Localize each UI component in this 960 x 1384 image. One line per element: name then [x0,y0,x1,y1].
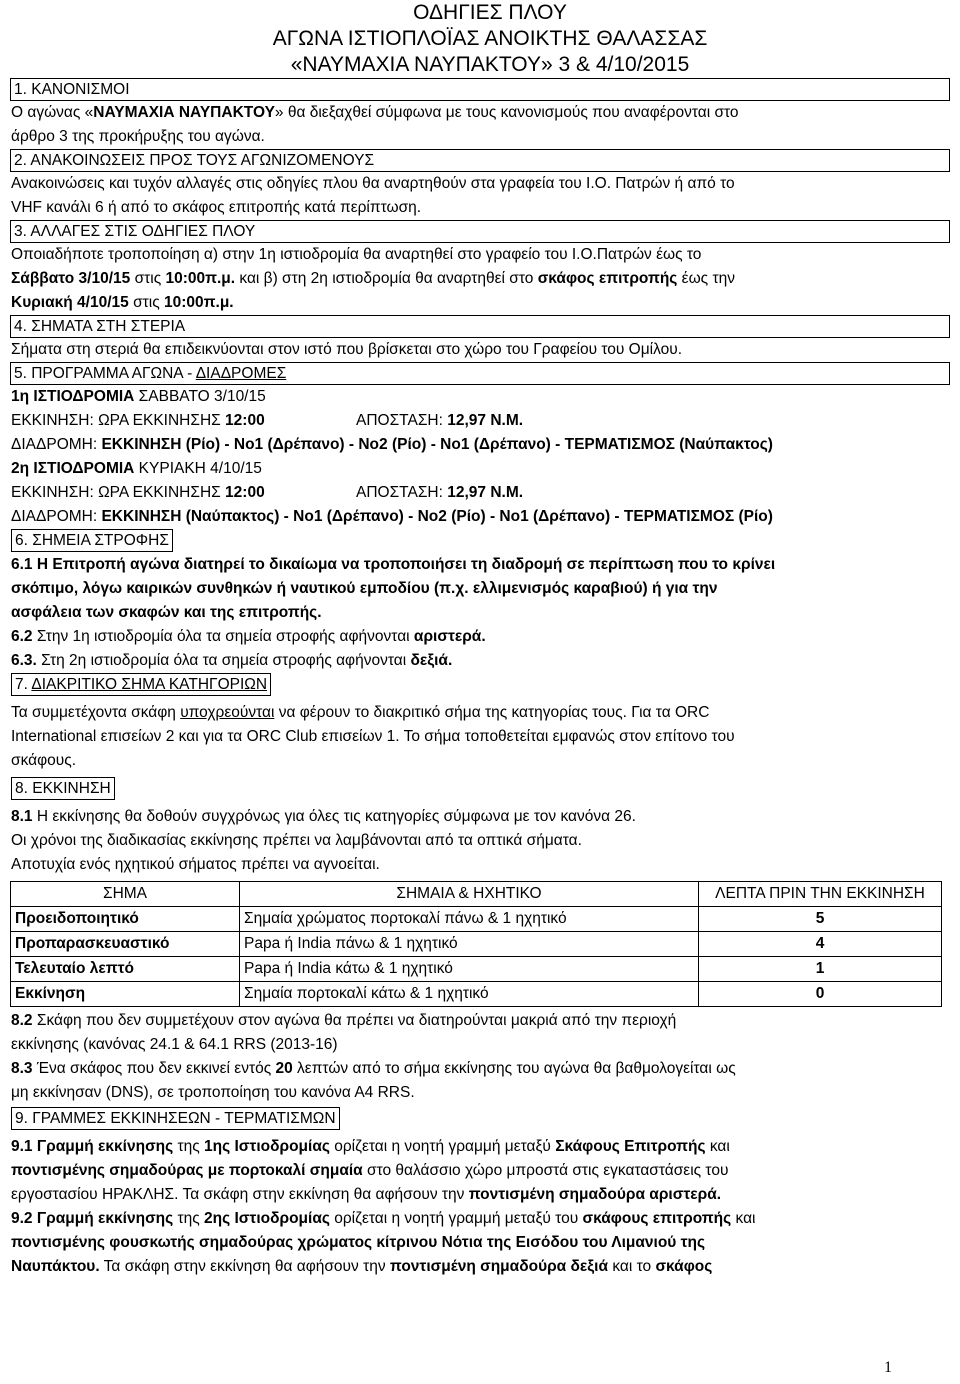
section-1-heading: 1. ΚΑΝΟΝΙΣΜΟΙ [10,78,950,101]
section-6-heading: 6. ΣΗΜΕΙΑ ΣΤΡΟΦΗΣ [11,529,173,552]
start-signals-table [10,881,942,1007]
document-title [0,0,960,78]
section-7-text-line: International επισείων 2 και για τα ORC Club επισείων 1. Το σήμα τοποθετείται εμφανώς στον επίτονο του [11,728,735,745]
table-row [11,932,942,957]
table-cell: Σημαία χρώματος πορτοκαλί πάνω & 1 ηχητικό [240,907,699,932]
section-7-text-line: Τα συμμετέχοντα σκάφη υποχρεούνται να φέρουν το διακριτικό σήμα της κατηγορίας τους. Για τα ORC [11,704,710,721]
table-cell: Προπαρασκευαστικό [11,932,240,957]
section-8-text-line: εκκίνησης (κανόνας 24.1 & 64.1 RRS (2013-16) [11,1036,338,1053]
section-9-text-line: ποντισμένης σημαδούρας με πορτοκαλί σημαία στο θαλάσσιο χώρο μπροστά στις εγκαταστάσεις του [11,1162,729,1179]
section-7-text-line: σκάφους. [11,752,77,769]
section-9-text-line: εργοστασίου ΗΡΑΚΛΗΣ. Τα σκάφη στην εκκίνηση θα αφήσουν την ποντισμένη σημαδούρα αριστερά. [11,1186,722,1203]
table-cell: 5 [699,907,942,932]
section-6-2-line: 6.2 Στην 1η ιστιοδρομία όλα τα σημεία στροφής αφήνονται αριστερά. [11,628,486,645]
section-9-text-line: Ναυπάκτου. Τα σκάφη στην εκκίνηση θα αφήσουν την ποντισμένη σημαδούρα δεξιά και το σκάφος [11,1258,713,1275]
table-cell: 1 [699,957,942,982]
section-5-heading: 5. ΠΡΟΓΡΑΜΜΑ ΑΓΩΝΑ - ΔΙΑΔΡΟΜΕΣ [10,362,950,385]
title-line-2: ΑΓΩΝΑ ΙΣΤΙΟΠΛΟΪΑΣ ΑΝΟΙΚΤΗΣ ΘΑΛΑΣΣΑΣ [272,27,708,50]
table-row [11,957,942,982]
section-6-text-line: σκόπιμο, λόγω καιρικών συνθηκών ή ναυτικού εμποδίου (π.χ. ελλιμενισμός καραβιού) ή για την [11,580,718,597]
section-2-text-line: VHF κανάλι 6 ή από το σκάφος επιτροπής κατά περίπτωση. [11,199,422,216]
section-8-text-line: Αποτυχία ενός ηχητικού σήματος πρέπει να αγνοείται. [11,856,380,873]
section-6-text-line: ασφάλεια των σκαφών και της επιτροπής. [11,604,322,621]
table-cell: 4 [699,932,942,957]
table-cell: Papa ή India κάτω & 1 ηχητικό [240,957,699,982]
race-2-start-line: ΕΚΚΙΝΗΣΗ: ΩΡΑ ΕΚΚΙΝΗΣΗΣ 12:00 ΑΠΟΣΤΑΣΗ: 12,97 Ν.Μ. [11,484,524,501]
section-6-text-line: 6.1 Η Επιτροπή αγώνα διατηρεί το δικαίωμα να τροποποιήσει τη διαδρομή σε περίπτωση που το κρίνει [11,556,776,573]
section-4-heading: 4. ΣΗΜΑΤΑ ΣΤΗ ΣΤΕΡΙΑ [10,315,950,338]
section-3-text-line: Κυριακή 4/10/15 στις 10:00π.μ. [11,294,234,311]
table-cell: 0 [699,982,942,1007]
section-1-text-line: άρθρο 3 της προκήρυξης του αγώνα. [11,128,265,145]
table-cell: Προειδοποιητικό [11,907,240,932]
section-8-text-line: Οι χρόνοι της διαδικασίας εκκίνησης πρέπει να λαμβάνονται από τα οπτικά σήματα. [11,832,582,849]
page-number: 1 [884,1359,892,1376]
section-3-text-line: Οποιαδήποτε τροποποίηση α) στην 1η ιστιοδρομία θα αναρτηθεί στο γραφείο του Ι.Ο.Πατρών έως το [11,246,702,263]
section-2-heading: 2. ΑΝΑΚΟΙΝΩΣΕΙΣ ΠΡΟΣ ΤΟΥΣ ΑΓΩΝΙΖΟΜΕΝΟΥΣ [10,149,950,172]
table-cell: Εκκίνηση [11,982,240,1007]
table-cell: Papa ή India πάνω & 1 ηχητικό [240,932,699,957]
section-8-2-line: 8.2 Σκάφη που δεν συμμετέχουν στον αγώνα θα πρέπει να διατηρούνται μακριά από την περιοχή [11,1012,677,1029]
section-9-2-line: 9.2 Γραμμή εκκίνησης της 2ης Ιστιοδρομίας ορίζεται η νοητή γραμμή μεταξύ του σκάφους επιτροπής και [11,1210,756,1227]
section-8-1-line: 8.1 Η εκκίνησης θα δοθούν συγχρόνως για όλες τις κατηγορίες σύμφωνα με τον κανόνα 26. [11,808,636,825]
table-header: ΛΕΠΤΑ ΠΡΙΝ ΤΗΝ ΕΚΚΙΝΗΣΗ [699,882,942,907]
title-line-3: «ΝΑΥΜΑΧΙΑ ΝΑΥΠΑΚΤΟΥ» 3 & 4/10/2015 [290,53,690,76]
table-header-row [11,882,942,907]
race-2-title: 2η ΙΣΤΙΟΔΡΟΜΙΑ ΚΥΡΙΑΚΗ 4/10/15 [11,460,262,477]
section-8-3-line: 8.3 Ένα σκάφος που δεν εκκινεί εντός 20 λεπτών από το σήμα εκκίνησης του αγώνα θα βαθμολογείται ως [11,1060,736,1077]
section-7-heading: 7. ΔΙΑΚΡΙΤΙΚΟ ΣΗΜΑ ΚΑΤΗΓΟΡΙΩΝ [11,673,271,696]
race-2-course: ΔΙΑΔΡΟΜΗ: ΕΚΚΙΝΗΣΗ (Ναύπακτος) - Νο1 (Δρέπανο) - Νο2 (Ρίο) - Νο1 (Δρέπανο) - ΤΕΡΜΑΤΙΣΜΟΣ (Ρίο) [11,508,773,525]
section-8-text-line: μη εκκίνησαν (DNS), σε τροποποίηση του κανόνα Α4 RRS. [11,1084,415,1101]
section-8-heading: 8. ΕΚΚΙΝΗΣΗ [11,777,115,800]
race-1-title: 1η ΙΣΤΙΟΔΡΟΜΙΑ ΣΑΒΒΑΤΟ 3/10/15 [11,388,266,405]
section-3-text-line: Σάββατο 3/10/15 στις 10:00π.μ. και β) στη 2η ιστιοδρομία θα αναρτηθεί στο σκάφος επιτροπής έως την [11,270,735,287]
section-9-heading: 9. ΓΡΑΜΜΕΣ ΕΚΚΙΝΗΣΕΩΝ - ΤΕΡΜΑΤΙΣΜΩΝ [11,1107,340,1130]
section-4-text-line: Σήματα στη στεριά θα επιδεικνύονται στον ιστό που βρίσκεται στο χώρο του Γραφείου του Ομίλου. [11,341,683,358]
section-3-heading: 3. ΑΛΛΑΓΕΣ ΣΤΙΣ ΟΔΗΓΙΕΣ ΠΛΟΥ [10,220,950,243]
table-row [11,982,942,1007]
table-row [11,907,942,932]
race-1-course: ΔΙΑΔΡΟΜΗ: ΕΚΚΙΝΗΣΗ (Ρίο) - Νο1 (Δρέπανο) - Νο2 (Ρίο) - Νο1 (Δρέπανο) - ΤΕΡΜΑΤΙΣΜΟΣ (Ναύπακτος) [11,436,773,453]
table-cell: Τελευταίο λεπτό [11,957,240,982]
table-header: ΣΗΜΑΙΑ & ΗΧΗΤΙΚΟ [240,882,699,907]
section-9-1-line: 9.1 Γραμμή εκκίνησης της 1ης Ιστιοδρομίας ορίζεται η νοητή γραμμή μεταξύ Σκάφους Επιτροπής και [11,1138,730,1155]
race-1-start-line: ΕΚΚΙΝΗΣΗ: ΩΡΑ ΕΚΚΙΝΗΣΗΣ 12:00 ΑΠΟΣΤΑΣΗ: 12,97 Ν.Μ. [11,412,524,429]
table-cell: Σημαία πορτοκαλί κάτω & 1 ηχητικό [240,982,699,1007]
section-6-3-line: 6.3. Στη 2η ιστιοδρομία όλα τα σημεία στροφής αφήνονται δεξιά. [11,652,453,669]
section-9-text-line: ποντισμένης φουσκωτής σημαδούρας χρώματος κίτρινου Νότια της Εισόδου του Λιμανιού της [11,1234,706,1251]
title-line-1: ΟΔΗΓΙΕΣ ΠΛΟΥ [413,1,567,24]
table-header: ΣΗΜΑ [11,882,240,907]
section-1-text-line: Ο αγώνας «ΝΑΥΜΑΧΙΑ ΝΑΥΠΑΚΤΟΥ» θα διεξαχθεί σύμφωνα με τους κανονισμούς που αναφέρονται στο [11,104,739,121]
section-2-text-line: Ανακοινώσεις και τυχόν αλλαγές στις οδηγίες πλου θα αναρτηθούν στα γραφεία του Ι.Ο. Πατρών ή από το [11,175,735,192]
